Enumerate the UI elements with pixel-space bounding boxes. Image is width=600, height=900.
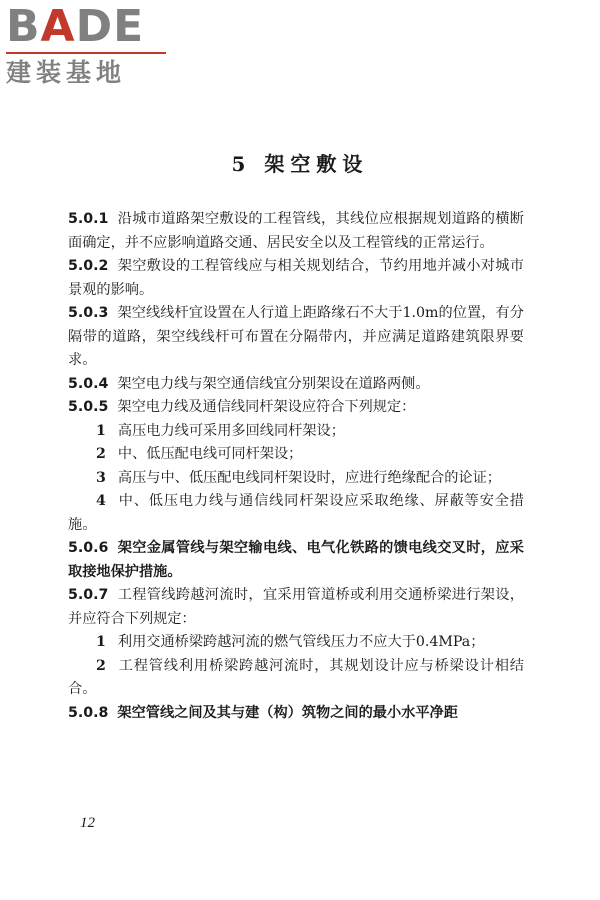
clause-5-0-1: 5.0.1 沿城市道路架空敷设的工程管线，其线位应根据规划道路的横断面确定，并不应影响道路交通、居民安全以及工程管线的正常运行。 bbox=[68, 211, 524, 251]
document-body bbox=[68, 208, 524, 725]
chapter-title: 5 架空敷设 bbox=[231, 152, 369, 176]
logo-chinese-text: 建装基地 bbox=[6, 58, 127, 87]
clause-5-0-2: 5.0.2 架空敷设的工程管线应与相关规划结合，节约用地并减小对城市景观的影响。 bbox=[68, 258, 524, 298]
subclause-5-0-7-1: 1 利用交通桥梁跨越河流的燃气管线压力不应大于0.4MPa； bbox=[96, 634, 485, 650]
clause-5-0-8: 5.0.8 架空管线之间及其与建（构）筑物之间的最小水平净距 bbox=[68, 704, 458, 721]
subclause-5-0-7-2: 2 工程管线利用桥梁跨越河流时，其规划设计应与桥梁设计相结合。 bbox=[68, 657, 524, 697]
clause-5-0-6: 5.0.6 架空金属管线与架空输电线、电气化铁路的馈电线交叉时，应采取接地保护措施。 bbox=[68, 540, 524, 580]
subclause-5-0-5-4: 4 中、低压电力线与通信线同杆架设应采取绝缘、屏蔽等安全措施。 bbox=[68, 493, 524, 533]
logo bbox=[6, 1, 181, 88]
clause-5-0-4: 5.0.4 架空电力线与架空通信线宜分别架设在道路两侧。 bbox=[68, 375, 430, 392]
subclause-5-0-5-3: 3 高压与中、低压配电线同杆架设时，应进行绝缘配合的论证； bbox=[96, 469, 501, 486]
clause-5-0-3: 5.0.3 架空线线杆宜设置在人行道上距路缘石不大于1.0m的位置，有分隔带的道路，架空线线杆可布置在分隔带内，并应满足道路建筑限界要求。 bbox=[68, 305, 524, 368]
clause-5-0-7: 5.0.7 工程管线跨越河流时，宜采用管道桥或利用交通桥梁进行架设，并应符合下列规定： bbox=[68, 587, 524, 627]
logo-rule bbox=[6, 52, 166, 54]
clause-5-0-5: 5.0.5 架空电力线及通信线同杆架设应符合下列规定： bbox=[68, 399, 416, 415]
logo-wordmark: BADE bbox=[6, 1, 145, 52]
page-number: 12 bbox=[80, 815, 95, 831]
subclause-5-0-5-1: 1 高压电力线可采用多回线同杆架设； bbox=[96, 422, 345, 439]
subclause-5-0-5-2: 2 中、低压配电线可同杆架设； bbox=[96, 446, 303, 462]
